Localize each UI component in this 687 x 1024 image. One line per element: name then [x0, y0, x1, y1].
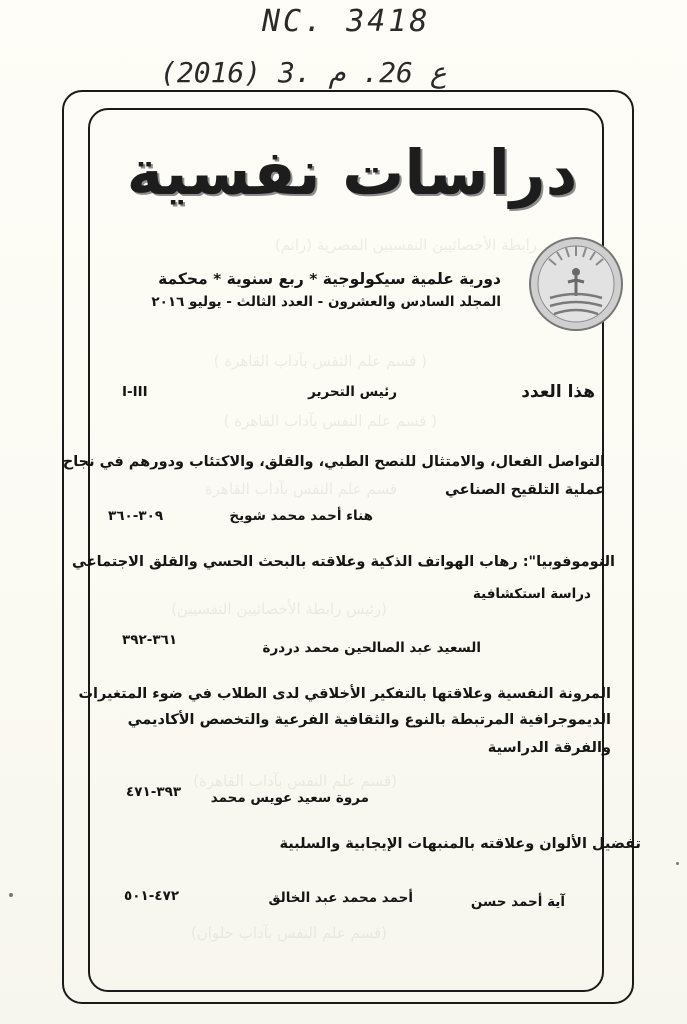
article-1-pages: ٣٠٩-٣٦٠ — [108, 508, 164, 524]
inner-border-frame — [88, 108, 604, 992]
article-4-title-line-1: تفضيل الألوان وعلاقته بالمنبهات الإيجابية والسلبية — [279, 836, 641, 852]
editor-in-chief-label: رئيس التحرير — [308, 384, 397, 400]
showthrough-text: (رئيس رابطة الأخصائيين النفسيين) — [171, 600, 387, 618]
article-1-author: هناء أحمد محمد شويخ — [229, 508, 373, 524]
editor-pages: I-III — [122, 384, 148, 400]
article-2-title-line-2: دراسة استكشافية — [472, 586, 591, 602]
article-3-title-line-2: الديموجرافية المرتبطة بالنوع والثقافية الفرعية والتخصص الأكاديمي — [127, 712, 611, 728]
article-3-title-line-3: والفرقة الدراسية — [487, 740, 611, 756]
article-4-author-2: أحمد محمد عبد الخالق — [268, 890, 413, 906]
article-2-pages: ٣٦١-٣٩٢ — [122, 632, 178, 648]
article-4-author-1: آية أحمد حسن — [470, 894, 565, 910]
article-4-pages: ٤٧٢-٥٠١ — [124, 888, 180, 904]
showthrough-text: ( قسم علم النفس بآداب القاهرة ) — [213, 352, 427, 370]
showthrough-text: ( قسم علم النفس بآداب القاهرة ) — [223, 412, 437, 430]
handwritten-catalog-number: NC. 3418 — [262, 4, 431, 39]
article-1-title-line-2: عملية التلقيح الصناعي — [444, 482, 605, 498]
scan-speck — [676, 862, 679, 865]
article-3-title-line-1: المرونة النفسية وعلاقتها بالتفكير الأخلاقي لدى الطلاب في ضوء المتغيرات — [78, 686, 611, 702]
article-2-author: السعيد عبد الصالحين محمد دردرة — [262, 640, 481, 656]
journal-description: دورية علمية سيكولوجية * ربع سنوية * محكمة — [158, 270, 501, 288]
handwritten-volume-note: (2016) 3. ع 26. م — [160, 56, 447, 89]
article-3-author: مروة سعيد عويس محمد — [210, 790, 369, 806]
article-3-pages: ٣٩٣-٤٧١ — [126, 784, 182, 800]
journal-title: دراسات نفسية — [126, 136, 578, 209]
article-2-title-line-1: النوموفوبيا": رهاب الهواتف الذكية وعلاقته بالبحث الحسي والقلق الاجتماعي — [72, 554, 615, 570]
scan-speck — [9, 893, 13, 897]
showthrough-text: قسم علم النفس بآداب القاهرة — [204, 480, 397, 498]
showthrough-text: (قسم علم النفس بآداب حلوان) — [190, 924, 387, 942]
association-emblem-icon — [528, 236, 624, 332]
showthrough-text: رابطة الأخصائيين النفسيين المصرية (رانم) — [274, 236, 537, 254]
showthrough-text: (قسم علم النفس بآداب القاهرة) — [193, 772, 397, 790]
article-1-title-line-1: التواصل الفعال، والامتثال للنصح الطبي، والقلق، والاكتئاب ودورهم في نجاح — [62, 454, 605, 470]
issue-info: المجلد السادس والعشرون - العدد الثالث - يوليو ٢٠١٦ — [151, 294, 501, 310]
this-issue-heading: هذا العدد — [521, 382, 595, 402]
